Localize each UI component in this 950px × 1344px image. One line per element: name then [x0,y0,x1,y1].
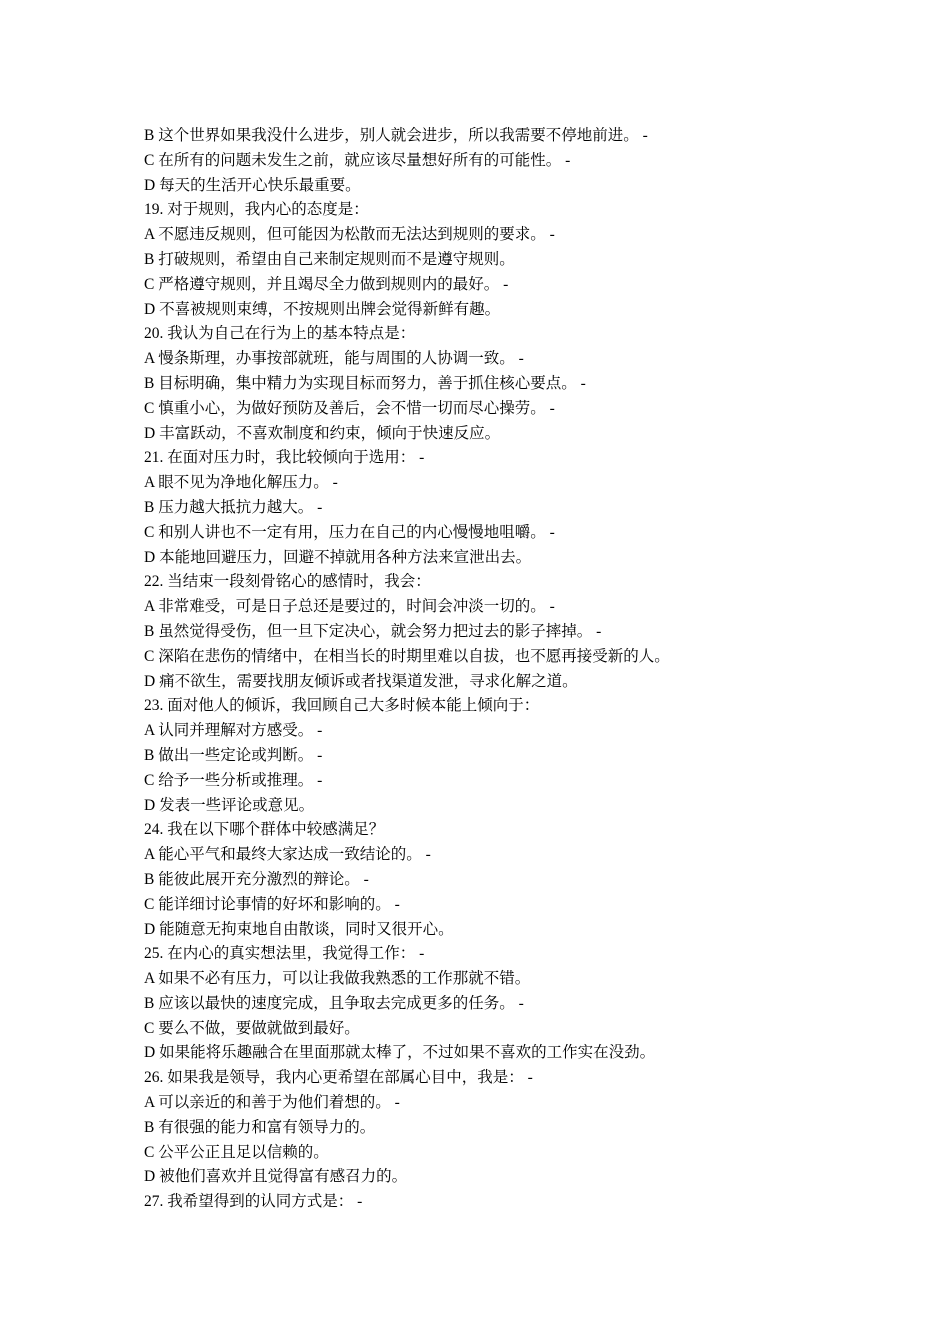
text-line: A 认同并理解对方感受。 - [144,722,323,740]
text-line: 21. 在面对压力时，我比较倾向于选用： - [144,449,425,467]
text-line: A 如果不必有压力，可以让我做我熟悉的工作那就不错。 [144,970,531,988]
document-body [144,124,864,1215]
text-line: 20. 我认为自己在行为上的基本特点是： [144,325,416,343]
text-line: A 不愿违反规则，但可能因为松散而无法达到规则的要求。 - [144,226,555,244]
text-line: A 能心平气和最终大家达成一致结论的。 - [144,846,431,864]
text-line: A 非常难受，可是日子总还是要过的，时间会冲淡一切的。 - [144,598,555,616]
text-line: B 做出一些定论或判断。 - [144,746,323,764]
text-line: C 给予一些分析或推理。 - [144,771,323,789]
text-line: D 每天的生活开心快乐最重要。 [144,176,361,194]
text-line: C 能详细讨论事情的好坏和影响的。 - [144,895,400,913]
text-line: B 目标明确，集中精力为实现目标而努力，善于抓住核心要点。 - [144,374,586,392]
text-line: A 可以亲近的和善于为他们着想的。 - [144,1094,400,1112]
text-line: B 有很强的能力和富有领导力的。 [144,1118,376,1136]
text-line: B 这个世界如果我没什么进步，别人就会进步，所以我需要不停地前进。 - [144,127,648,144]
text-line: D 丰富跃动，不喜欢制度和约束，倾向于快速反应。 [144,424,501,442]
text-line: 26. 如果我是领导，我内心更希望在部属心目中，我是： - [144,1069,533,1087]
text-line: 23. 面对他人的倾诉，我回顾自己大多时候本能上倾向于： [144,697,540,715]
text-line: C 和别人讲也不一定有用，压力在自己的内心慢慢地咀嚼。 - [144,523,555,541]
text-line: 27. 我希望得到的认同方式是： - [144,1193,363,1211]
text-line: D 能随意无拘束地自由散谈，同时又很开心。 [144,920,454,938]
text-line: C 要么不做，要做就做到最好。 [144,1019,360,1037]
text-line: B 能彼此展开充分激烈的辩论。 - [144,870,369,888]
text-line: D 被他们喜欢并且觉得富有感召力的。 [144,1168,408,1186]
text-line: C 公平公正且足以信赖的。 [144,1143,329,1161]
text-line: B 压力越大抵抗力越大。 - [144,498,323,516]
text-line: D 本能地回避压力，回避不掉就用各种方法来宣泄出去。 [144,548,532,566]
text-line: A 慢条斯理，办事按部就班，能与周围的人协调一致。 - [144,350,524,368]
text-line: B 应该以最快的速度完成，且争取去完成更多的任务。 - [144,994,524,1012]
text-line: D 痛不欲生，需要找朋友倾诉或者找渠道发泄，寻求化解之道。 [144,672,578,690]
text-line: 22. 当结束一段刻骨铭心的感情时，我会： [144,573,431,591]
text-line: 24. 我在以下哪个群体中较感满足？ [144,821,385,839]
text-line: 19. 对于规则，我内心的态度是： [144,201,369,219]
text-line: B 虽然觉得受伤，但一旦下定决心，就会努力把过去的影子摔掉。 - [144,622,602,640]
text-line: D 不喜被规则束缚，不按规则出牌会觉得新鲜有趣。 [144,300,501,318]
text-line: D 发表一些评论或意见。 [144,796,315,814]
text-line: C 深陷在悲伤的情绪中，在相当长的时期里难以自拔，也不愿再接受新的人。 [144,647,670,665]
text-line: C 严格遵守规则，并且竭尽全力做到规则内的最好。 - [144,275,509,293]
text-line: 25. 在内心的真实想法里，我觉得工作： - [144,945,425,963]
text-line: B 打破规则，希望由自己来制定规则而不是遵守规则。 [144,250,515,268]
text-line: A 眼不见为净地化解压力。 - [144,474,338,492]
text-line: C 慎重小心，为做好预防及善后，会不惜一切而尽心操劳。 - [144,399,555,417]
text-line: C 在所有的问题未发生之前，就应该尽量想好所有的可能性。 - [144,151,571,169]
text-line: D 如果能将乐趣融合在里面那就太棒了，不过如果不喜欢的工作实在没劲。 [144,1044,656,1062]
